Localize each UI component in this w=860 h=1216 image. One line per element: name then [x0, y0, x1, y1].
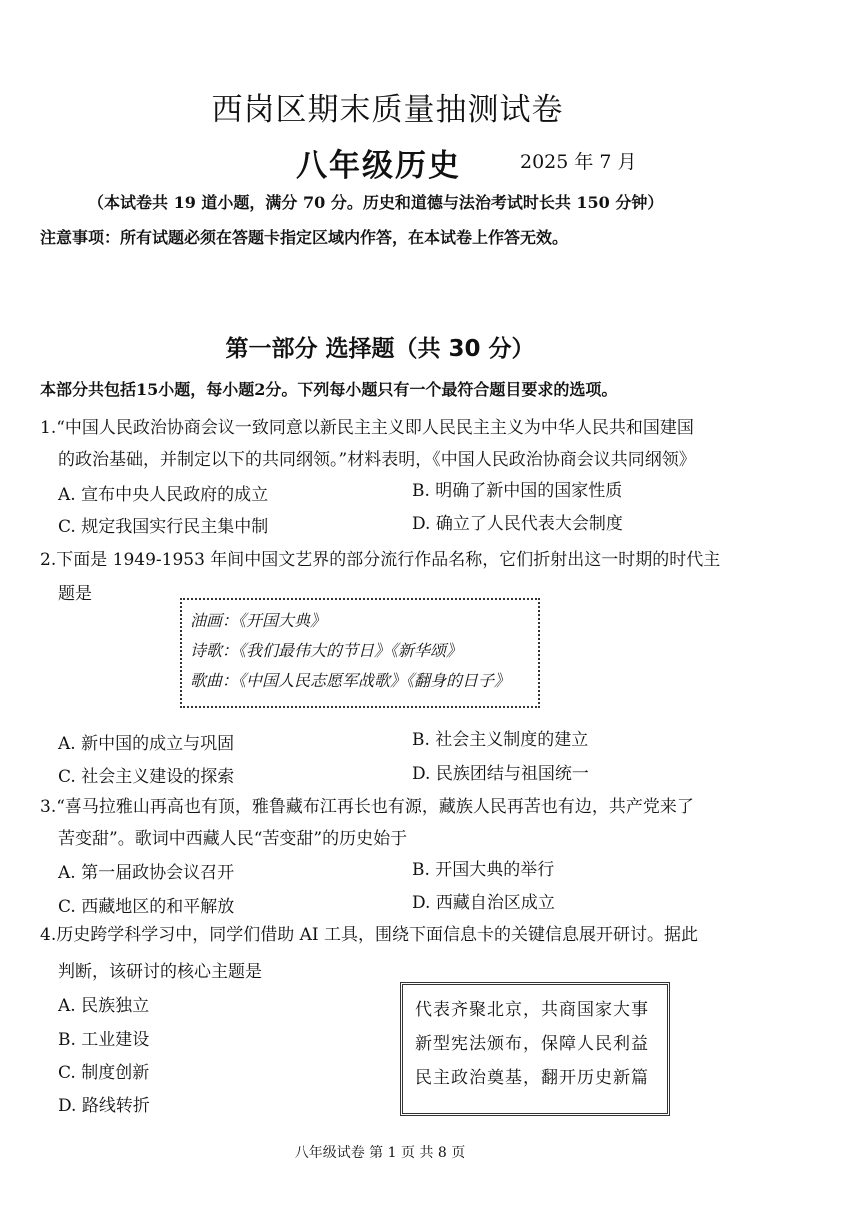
question-4-stem-line1: 4.历史跨学科学习中，同学们借助 AI 工具，围绕下面信息卡的关键信息展开研讨。据此 [40, 925, 699, 945]
works-poems: 诗歌：《我们最伟大的节日》《新华颂》 [190, 641, 463, 660]
question-2-option-d: D. 民族团结与祖国统一 [412, 764, 589, 784]
section-title: 第一部分 选择题（共 30 分） [225, 336, 535, 362]
info-card-line1: 代表齐聚北京，共商国家大事 [415, 1000, 649, 1020]
question-3-option-a: A. 第一届政协会议召开 [58, 863, 235, 883]
question-4-option-d: D. 路线转折 [58, 1096, 150, 1116]
question-2-stem-line1: 2.下面是 1949-1953 年间中国文艺界的部分流行作品名称，它们折射出这一时期的时代主 [40, 550, 721, 570]
exam-caution: 注意事项：所有试题必须在答题卡指定区域内作答，在本试卷上作答无效。 [40, 228, 569, 247]
question-2-option-b: B. 社会主义制度的建立 [412, 730, 589, 750]
question-2-option-a: A. 新中国的成立与巩固 [58, 734, 235, 754]
question-1-option-b: B. 明确了新中国的国家性质 [412, 481, 623, 501]
page-footer: 八年级试卷 第 1 页 共 8 页 [294, 1145, 466, 1161]
info-card-line3: 民主政治奠基，翻开历史新篇 [415, 1068, 649, 1088]
question-1-stem-line2: 的政治基础，并制定以下的共同纲领。”材料表明，《中国人民政治协商会议共同纲领》 [58, 450, 696, 470]
works-oil-painting: 油画：《开国大典》 [190, 611, 327, 630]
question-2-stem-line2: 题是 [58, 584, 92, 604]
question-4-stem-line2: 判断，该研讨的核心主题是 [58, 962, 262, 982]
question-4-option-b: B. 工业建设 [58, 1030, 150, 1050]
question-3-option-c: C. 西藏地区的和平解放 [58, 897, 235, 917]
section-intro: 本部分共包括15小题，每小题2分。下列每小题只有一个最符合题目要求的选项。 [40, 380, 618, 399]
question-1-option-a: A. 宣布中央人民政府的成立 [58, 485, 269, 505]
question-4-option-a: A. 民族独立 [58, 996, 150, 1016]
question-3-stem-line2: 苦变甜”。歌词中西藏人民“苦变甜”的历史始于 [58, 829, 408, 849]
question-4-option-c: C. 制度创新 [58, 1063, 150, 1083]
works-list-box [180, 598, 540, 708]
info-card-line2: 新型宪法颁布，保障人民利益 [415, 1034, 649, 1054]
exam-note: （本试卷共 19 道小题，满分 70 分。历史和道德与法治考试时长共 150 分钟） [88, 193, 664, 212]
exam-title: 西岗区期末质量抽测试卷 [211, 92, 564, 128]
exam-subtitle: 八年级历史 [296, 148, 461, 184]
question-2-option-c: C. 社会主义建设的探索 [58, 767, 235, 787]
question-3-stem-line1: 3.“喜马拉雅山再高也有顶，雅鲁藏布江再长也有源，藏族人民再苦也有边，共产党来了 [40, 797, 694, 817]
question-1-option-c: C. 规定我国实行民主集中制 [58, 517, 269, 537]
question-3-option-b: B. 开国大典的举行 [412, 860, 555, 880]
question-1-stem-line1: 1.“中国人民政治协商会议一致同意以新民主主义即人民民主主义为中华人民共和国建国 [40, 418, 694, 438]
works-songs: 歌曲：《中国人民志愿军战歌》《翻身的日子》 [190, 671, 511, 690]
question-3-option-d: D. 西藏自治区成立 [412, 893, 555, 913]
info-card [400, 982, 670, 1116]
exam-date: 2025 年 7 月 [520, 151, 637, 173]
question-1-option-d: D. 确立了人民代表大会制度 [412, 514, 623, 534]
